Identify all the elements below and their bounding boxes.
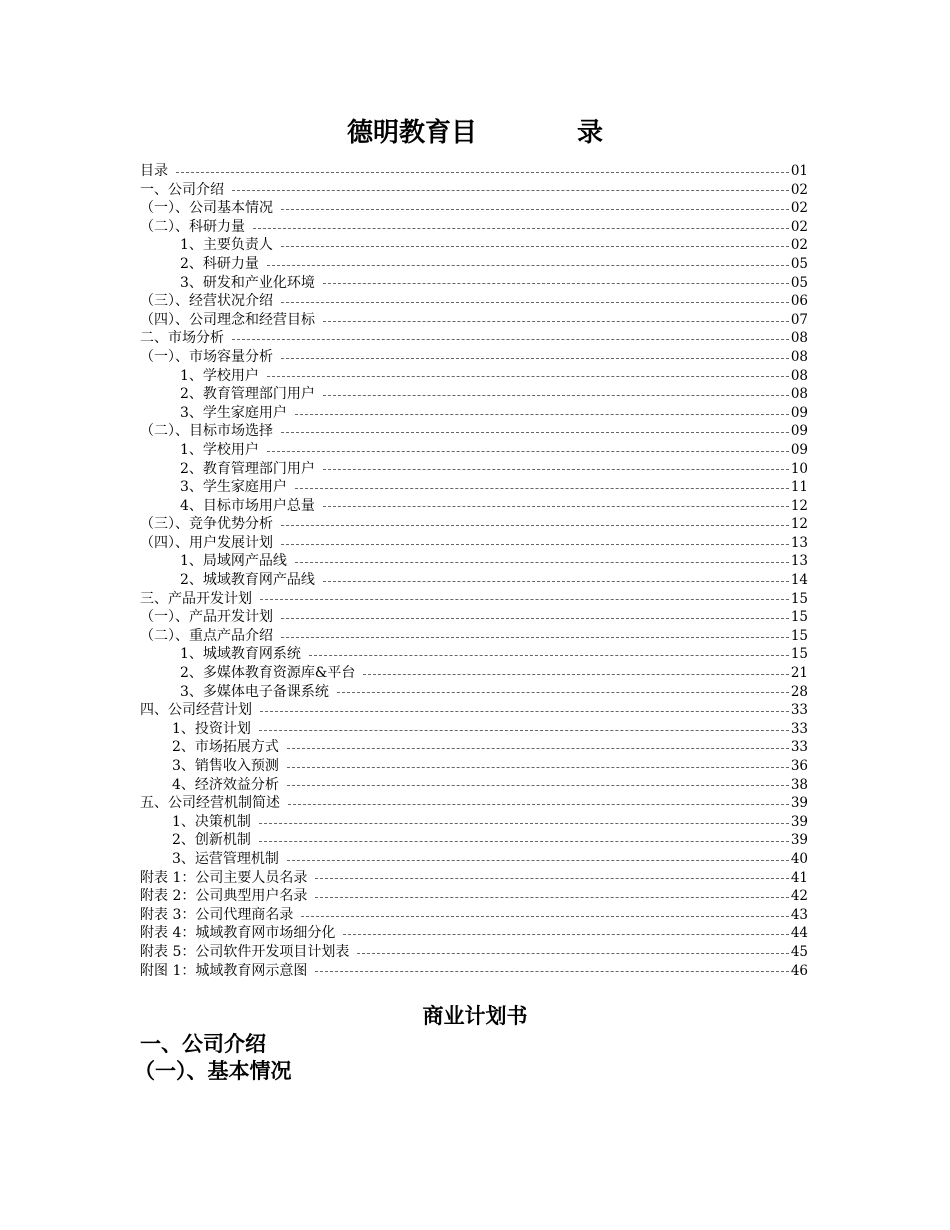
toc-entry-page: 08 <box>790 348 808 365</box>
toc-leader-line <box>232 339 789 340</box>
toc-entry[interactable] <box>140 757 808 776</box>
toc-entry-page: 46 <box>790 962 808 979</box>
toc-entry[interactable] <box>140 162 808 181</box>
toc-entry-label: 3、研发和产业化环境 <box>180 274 315 291</box>
toc-entry[interactable] <box>140 460 808 479</box>
toc-entry-label: 2、创新机制 <box>172 832 251 849</box>
toc-leader-line <box>259 841 789 842</box>
toc-leader-line <box>315 878 788 879</box>
toc-leader-line <box>267 265 789 266</box>
toc-entry-page: 45 <box>790 943 808 960</box>
toc-leader-line <box>281 525 789 526</box>
toc-entry-label: 2、教育管理部门用户 <box>180 386 315 403</box>
toc-entry-label: 1、主要负责人 <box>180 237 273 254</box>
section-title: 商业计划书 <box>422 1004 528 1028</box>
toc-entry[interactable] <box>140 367 808 386</box>
toc-entry-label: 附表 5：公司软件开发项目计划表 <box>140 943 350 960</box>
toc-entry[interactable] <box>140 422 808 441</box>
toc-entry[interactable] <box>140 850 808 869</box>
toc-entry-label: 4、目标市场用户总量 <box>180 497 315 514</box>
toc-leader-line <box>281 544 789 545</box>
toc-leader-line <box>267 451 789 452</box>
toc-entry-page: 43 <box>790 906 808 923</box>
toc-leader-line <box>343 934 788 935</box>
toc-entry-label: 3、学生家庭用户 <box>180 479 287 496</box>
toc-entry-label: 五、公司经营机制简述 <box>140 795 280 812</box>
toc-entry-page: 02 <box>790 218 808 235</box>
toc-entry-label: 2、科研力量 <box>180 255 259 272</box>
toc-leader-line <box>281 637 789 638</box>
toc-leader-line <box>176 172 789 173</box>
toc-entry-page: 36 <box>790 758 808 774</box>
toc-entry-page: 12 <box>790 516 808 533</box>
toc-entry-label: 附表 2：公司典型用户名录 <box>140 888 308 905</box>
toc-entry-page: 08 <box>790 367 808 384</box>
toc-entry[interactable] <box>140 515 808 534</box>
toc-entry[interactable] <box>140 627 808 646</box>
toc-leader-line <box>323 283 789 284</box>
toc-entry[interactable] <box>140 348 808 367</box>
toc-entry[interactable] <box>140 534 808 553</box>
toc-leader-line <box>287 748 789 749</box>
toc-entry[interactable] <box>140 776 808 795</box>
toc-entry-page: 21 <box>790 665 808 682</box>
toc-entry-label: 二、市场分析 <box>140 330 224 347</box>
toc-entry-label: （一）、公司基本情况 <box>140 200 273 217</box>
toc-entry-page: 02 <box>790 200 808 217</box>
toc-entry[interactable] <box>140 199 808 218</box>
toc-entry-label: 1、投资计划 <box>172 720 251 737</box>
toc-entry-label: 1、学校用户 <box>180 367 259 384</box>
toc-entry-label: 1、局域网产品线 <box>180 553 287 570</box>
toc-entry-page: 07 <box>790 311 808 328</box>
toc-entry-label: 四、公司经营计划 <box>140 702 252 719</box>
toc-entry-page: 11 <box>790 479 808 496</box>
toc-entry-page: 33 <box>790 739 808 756</box>
toc-entry[interactable] <box>140 720 808 739</box>
toc-leader-line <box>323 581 789 582</box>
toc-entry[interactable] <box>140 497 808 516</box>
toc-leader-line <box>260 711 789 712</box>
toc-entry[interactable] <box>140 887 808 906</box>
toc-entry[interactable] <box>140 924 808 943</box>
toc-entry[interactable] <box>140 236 808 255</box>
toc-entry-label: 附图 1：城域教育网示意图 <box>140 962 308 979</box>
toc-entry-page: 15 <box>790 627 808 644</box>
toc-entry[interactable] <box>140 701 808 720</box>
toc-entry-label: （一）、产品开发计划 <box>140 609 273 626</box>
toc-entry-label: （三）、竞争优势分析 <box>140 516 273 533</box>
toc-entry[interactable] <box>140 943 808 962</box>
toc-entry-label: （二）、重点产品介绍 <box>140 627 273 644</box>
toc-leader-line <box>232 190 789 191</box>
toc-entry-page: 08 <box>790 330 808 347</box>
toc-entry[interactable] <box>140 590 808 609</box>
toc-leader-line <box>323 506 789 507</box>
toc-leader-line <box>323 395 789 396</box>
toc-entry-page: 02 <box>790 237 808 254</box>
toc-leader-line <box>253 228 789 229</box>
toc-leader-line <box>259 730 789 731</box>
toc-entry-label: 2、城域教育网产品线 <box>180 572 315 589</box>
toc-leader-line <box>315 971 788 972</box>
toc-entry-label: 1、学校用户 <box>180 441 259 458</box>
toc-entry[interactable] <box>140 181 808 200</box>
toc-entry-page: 09 <box>790 423 808 440</box>
toc-leader-line <box>295 414 789 415</box>
toc-entry-label: 3、销售收入预测 <box>172 758 279 774</box>
toc-leader-line <box>323 321 789 322</box>
toc-entry-page: 15 <box>790 609 808 626</box>
toc-entry[interactable] <box>140 962 808 981</box>
section-heading: （一）、基本情况 <box>134 1059 292 1083</box>
toc-leader-line <box>287 860 789 861</box>
toc-entry[interactable] <box>140 311 808 330</box>
toc-entry-page: 06 <box>790 293 808 310</box>
toc-leader-line <box>309 655 789 656</box>
table-of-contents <box>140 162 808 980</box>
toc-entry-page: 33 <box>790 720 808 737</box>
toc-entry-page: 09 <box>790 404 808 421</box>
toc-entry[interactable] <box>140 385 808 404</box>
toc-leader-line <box>357 953 788 954</box>
toc-entry[interactable] <box>140 831 808 850</box>
toc-leader-line <box>295 562 789 563</box>
toc-leader-line <box>363 674 788 675</box>
toc-entry-page: 42 <box>790 888 808 905</box>
toc-leader-line <box>301 916 788 917</box>
toc-leader-line <box>337 692 789 693</box>
toc-entry[interactable] <box>140 478 808 497</box>
toc-entry[interactable] <box>140 255 808 274</box>
toc-entry-label: （四）、用户发展计划 <box>140 534 273 551</box>
toc-entry-label: 3、运营管理机制 <box>172 850 279 867</box>
toc-entry[interactable] <box>140 608 808 627</box>
toc-entry[interactable] <box>140 441 808 460</box>
toc-leader-line <box>315 897 788 898</box>
toc-entry-label: 附表 1：公司主要人员名录 <box>140 869 308 886</box>
toc-leader-line <box>295 488 789 489</box>
toc-leader-line <box>323 469 789 470</box>
toc-entry-label: （四）、公司理念和经营目标 <box>140 311 315 328</box>
toc-leader-line <box>288 804 789 805</box>
toc-entry-page: 40 <box>790 850 808 867</box>
toc-leader-line <box>281 358 789 359</box>
chapter-heading: 一、公司介绍 <box>140 1032 266 1056</box>
toc-leader-line <box>281 432 789 433</box>
toc-entry[interactable] <box>140 552 808 571</box>
toc-entry-page: 13 <box>790 534 808 551</box>
toc-leader-line <box>287 785 789 786</box>
toc-entry-label: 4、经济效益分析 <box>172 776 279 793</box>
toc-entry[interactable] <box>140 218 808 237</box>
toc-leader-line <box>260 599 789 600</box>
toc-leader-line <box>267 376 789 377</box>
toc-entry[interactable] <box>140 813 808 832</box>
toc-entry-page: 01 <box>790 163 808 179</box>
toc-entry-page: 05 <box>790 274 808 291</box>
toc-entry-label: 3、多媒体电子备课系统 <box>180 683 329 700</box>
toc-leader-line <box>259 823 789 824</box>
toc-entry-page: 41 <box>790 869 808 886</box>
document-title <box>0 112 950 149</box>
toc-entry-page: 15 <box>790 590 808 607</box>
toc-entry[interactable] <box>140 794 808 813</box>
toc-entry[interactable] <box>140 664 808 683</box>
toc-entry-page: 15 <box>790 646 808 663</box>
document-title-part1: 德明教育目 <box>346 118 477 148</box>
toc-entry-label: 2、市场拓展方式 <box>172 739 279 756</box>
toc-entry-label: 附表 4：城域教育网市场细分化 <box>140 925 336 942</box>
toc-entry[interactable] <box>140 683 808 702</box>
toc-entry-page: 28 <box>790 683 808 700</box>
toc-entry-page: 09 <box>790 441 808 458</box>
toc-entry[interactable] <box>140 274 808 293</box>
toc-entry-label: 2、多媒体教育资源库&平台 <box>180 665 356 682</box>
toc-entry-page: 39 <box>790 832 808 849</box>
toc-entry-page: 13 <box>790 553 808 570</box>
toc-entry-label: （二）、目标市场选择 <box>140 423 273 440</box>
toc-entry[interactable] <box>140 906 808 925</box>
toc-entry-label: 1、决策机制 <box>172 813 251 830</box>
toc-entry[interactable] <box>140 645 808 664</box>
toc-entry-page: 08 <box>790 386 808 403</box>
toc-entry-label: （三）、经营状况介绍 <box>140 293 273 310</box>
toc-entry-page: 39 <box>790 795 808 812</box>
toc-entry-page: 05 <box>790 255 808 272</box>
toc-entry-page: 33 <box>790 702 808 719</box>
toc-entry-label: （二）、科研力量 <box>140 218 245 235</box>
toc-leader-line <box>281 246 789 247</box>
toc-entry[interactable] <box>140 404 808 423</box>
toc-entry-label: 1、城域教育网系统 <box>180 646 301 663</box>
toc-entry[interactable] <box>140 869 808 888</box>
toc-entry[interactable] <box>140 738 808 757</box>
toc-entry[interactable] <box>140 329 808 348</box>
toc-entry-page: 39 <box>790 813 808 830</box>
toc-entry-label: （一）、市场容量分析 <box>140 348 273 365</box>
toc-entry-label: 三、产品开发计划 <box>140 590 252 607</box>
toc-leader-line <box>281 209 789 210</box>
toc-entry[interactable] <box>140 292 808 311</box>
toc-entry-label: 一、公司介绍 <box>140 181 224 198</box>
toc-entry-label: 目录 <box>140 163 168 179</box>
toc-entry-label: 2、教育管理部门用户 <box>180 460 315 477</box>
toc-entry-page: 10 <box>790 460 808 477</box>
toc-leader-line <box>287 767 789 768</box>
toc-entry-page: 14 <box>790 572 808 589</box>
toc-entry[interactable] <box>140 571 808 590</box>
toc-entry-page: 02 <box>790 181 808 198</box>
document-title-part2: 录 <box>577 118 604 148</box>
toc-entry-page: 44 <box>790 925 808 942</box>
toc-entry-label: 附表 3：公司代理商名录 <box>140 906 294 923</box>
toc-leader-line <box>281 302 789 303</box>
toc-entry-label: 3、学生家庭用户 <box>180 404 287 421</box>
toc-entry-page: 38 <box>790 776 808 793</box>
toc-entry-page: 12 <box>790 497 808 514</box>
toc-leader-line <box>281 618 789 619</box>
